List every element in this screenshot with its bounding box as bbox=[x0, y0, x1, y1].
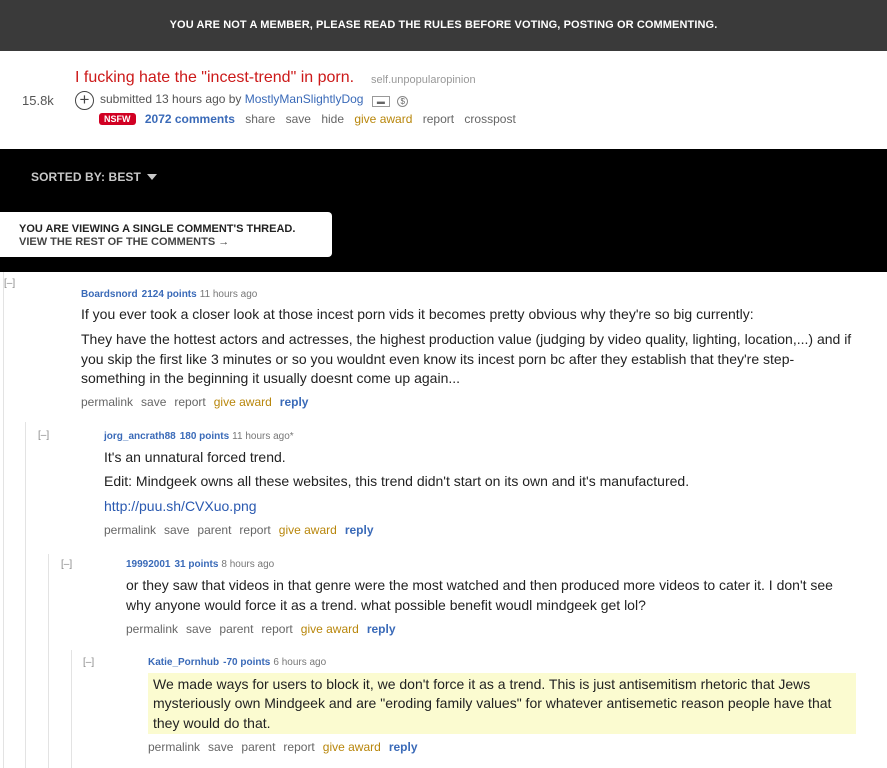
crosspost-button[interactable]: crosspost bbox=[464, 112, 516, 126]
hide-button[interactable]: hide bbox=[321, 112, 344, 126]
parent-button[interactable]: parent bbox=[197, 523, 232, 537]
comment-points: 2124 points bbox=[141, 289, 197, 300]
comment-body-line: If you ever took a closer look at those incest porn vids it becomes pretty obvious why they're so big currently: bbox=[81, 306, 754, 322]
caret-down-icon bbox=[147, 174, 157, 180]
comment-meta bbox=[126, 559, 274, 570]
comment-buttons bbox=[81, 395, 316, 409]
report-button[interactable]: report bbox=[174, 395, 206, 409]
member-banner: YOU ARE NOT A MEMBER, PLEASE READ THE RULES BEFORE VOTING, POSTING OR COMMENTING. bbox=[0, 0, 887, 51]
report-button[interactable]: report bbox=[261, 622, 293, 636]
save-button[interactable]: save bbox=[164, 523, 190, 537]
comment-body-line: or they saw that videos in that genre were the most watched and then produced more videos to cater it. I don't see bbox=[126, 577, 833, 593]
thread-line bbox=[25, 422, 26, 768]
expand-plus-icon[interactable]: + bbox=[75, 91, 94, 110]
collapse-toggle[interactable]: [–] bbox=[61, 559, 73, 570]
collapse-toggle[interactable]: [–] bbox=[38, 430, 50, 441]
permalink-button[interactable]: permalink bbox=[104, 523, 157, 537]
reply-button[interactable]: reply bbox=[344, 523, 374, 537]
comment-points: -70 points bbox=[223, 657, 271, 668]
comment-thread bbox=[0, 272, 887, 768]
comment-time: 11 hours ago bbox=[199, 289, 258, 300]
comment-author[interactable]: Boardsnord bbox=[81, 289, 138, 300]
save-button[interactable]: save bbox=[285, 112, 311, 126]
submitted-text: submitted 13 hours ago by bbox=[100, 92, 242, 106]
nsfw-badge: NSFW bbox=[99, 113, 136, 125]
comment-author[interactable]: jorg_ancrath88 bbox=[104, 431, 176, 442]
report-button[interactable]: report bbox=[239, 523, 271, 537]
reply-button[interactable]: reply bbox=[279, 395, 309, 409]
report-button[interactable]: report bbox=[422, 112, 455, 126]
thread-line bbox=[71, 650, 72, 768]
comment-time: 8 hours ago bbox=[221, 559, 275, 570]
comment-body-line: something in the beginning it usually doesnt come up again... bbox=[81, 370, 461, 386]
comment-time: 11 hours ago* bbox=[232, 431, 294, 442]
comment-body-line: They have the hottest actors and actresses, the highest production value (judging by video quality, lighting, location,...) and if bbox=[81, 331, 852, 347]
comment-points: 180 points bbox=[179, 431, 230, 442]
comment-buttons bbox=[148, 740, 426, 754]
comment-body-line: It's an unnatural forced trend. bbox=[104, 449, 286, 465]
coin-icon: $ bbox=[397, 96, 408, 107]
permalink-button[interactable]: permalink bbox=[148, 740, 201, 754]
give-award-button[interactable]: give award bbox=[322, 740, 381, 754]
permalink-button[interactable]: permalink bbox=[126, 622, 179, 636]
post-domain[interactable]: self.unpopularopinion bbox=[371, 74, 476, 86]
post-header bbox=[0, 51, 887, 149]
comment-buttons bbox=[104, 523, 382, 537]
post-author-link[interactable]: MostlyManSlightlyDog bbox=[244, 92, 364, 106]
sort-label: SORTED BY: BEST bbox=[31, 170, 141, 184]
comment-body-line: Edit: Mindgeek owns all these websites, this trend didn't start on its own and it's manufactured. bbox=[104, 473, 690, 489]
comment-author[interactable]: Katie_Pornhub bbox=[148, 657, 220, 668]
comment-points: 31 points bbox=[174, 559, 219, 570]
permalink-button[interactable]: permalink bbox=[81, 395, 134, 409]
flair-icon: ▬ bbox=[372, 96, 390, 107]
comment-body-line: We made ways for users to block it, we don't force it as a trend. This is just antisemitism rhetoric that Jews bbox=[153, 676, 811, 692]
comment-meta bbox=[148, 657, 326, 668]
comment-time: 6 hours ago bbox=[273, 657, 327, 668]
share-button[interactable]: share bbox=[245, 112, 276, 126]
save-button[interactable]: save bbox=[186, 622, 212, 636]
post-buttons bbox=[99, 112, 523, 126]
thread-line bbox=[48, 554, 49, 768]
report-button[interactable]: report bbox=[283, 740, 315, 754]
comment-author[interactable]: 19992001 bbox=[126, 559, 171, 570]
comment-meta bbox=[104, 431, 294, 442]
comment-body-line: they would do that. bbox=[153, 715, 271, 731]
thread-line bbox=[3, 272, 4, 768]
save-button[interactable]: save bbox=[208, 740, 234, 754]
parent-button[interactable]: parent bbox=[219, 622, 254, 636]
single-thread-text: YOU ARE VIEWING A SINGLE COMMENT'S THREAD. bbox=[19, 223, 296, 235]
collapse-toggle[interactable]: [–] bbox=[4, 278, 16, 289]
single-thread-notice bbox=[0, 212, 332, 257]
comment-meta bbox=[81, 289, 257, 300]
comment-body-line: why anyone would force it as a trend. what possible benefit woudl mindgeek get lol? bbox=[126, 597, 646, 613]
post-score: 15.8k bbox=[22, 93, 54, 108]
sort-bar bbox=[0, 149, 887, 272]
view-rest-link[interactable]: VIEW THE REST OF THE COMMENTS → bbox=[19, 236, 230, 248]
give-award-button[interactable]: give award bbox=[213, 395, 272, 409]
collapse-toggle[interactable]: [–] bbox=[83, 657, 95, 668]
give-award-button[interactable]: give award bbox=[300, 622, 359, 636]
parent-button[interactable]: parent bbox=[241, 740, 276, 754]
comment-buttons bbox=[126, 622, 404, 636]
give-award-button[interactable]: give award bbox=[354, 112, 413, 126]
post-title[interactable]: I fucking hate the "incest-trend" in porn. bbox=[75, 69, 355, 86]
reply-button[interactable]: reply bbox=[388, 740, 418, 754]
comments-link[interactable]: 2072 comments bbox=[144, 112, 235, 126]
comment-body-line: mysteriously own Mindgeek and are "eroding family values" for whatever antisemetic reason people have that bbox=[153, 695, 832, 711]
save-button[interactable]: save bbox=[141, 395, 167, 409]
comment-body-line: you skip the first like 3 minutes or so you wouldnt even know its incest porn bc after they establish that they're step- bbox=[81, 351, 795, 367]
comment-link[interactable]: http://puu.sh/CVXuo.png bbox=[104, 498, 257, 514]
reply-button[interactable]: reply bbox=[366, 622, 396, 636]
sort-dropdown[interactable] bbox=[31, 170, 157, 184]
give-award-button[interactable]: give award bbox=[278, 523, 337, 537]
post-tagline bbox=[100, 92, 408, 107]
